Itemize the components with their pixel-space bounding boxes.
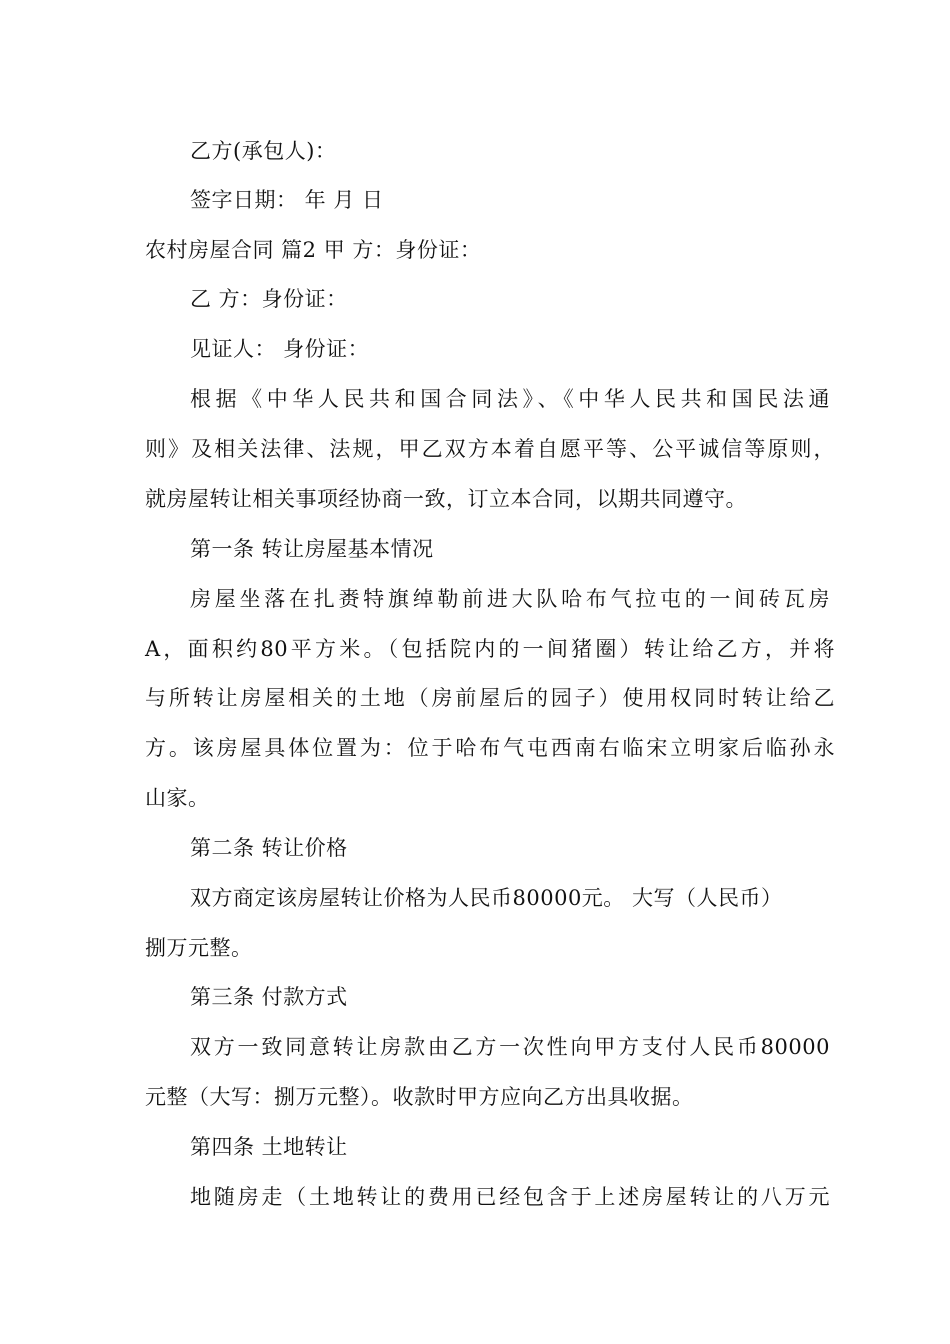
article-2-line-2: 捌万元整。 [145, 936, 253, 960]
contract-title-party-a-line: 农村房屋合同 篇2 甲 方：身份证： [145, 238, 482, 262]
article-3-heading: 第三条 付款方式 [190, 985, 348, 1009]
article-1-line-3: 与所转让房屋相关的土地（房前屋后的园子）使用权同时转让给乙 [145, 686, 835, 710]
article-2-heading: 第二条 转让价格 [190, 836, 348, 860]
article-1-line-2: A，面积约80平方米。（包括院内的一间猪圈）转让给乙方，并将 [145, 637, 835, 661]
witness-line: 见证人： 身份证： [190, 337, 370, 361]
article-4-line-1: 地随房走（土地转让的费用已经包含于上述房屋转让的八万元 [190, 1185, 830, 1209]
article-3-line-1: 双方一致同意转让房款由乙方一次性向甲方支付人民币80000 [190, 1035, 830, 1059]
article-4-heading: 第四条 土地转让 [190, 1135, 348, 1159]
article-1-line-5: 山家。 [145, 786, 210, 810]
preamble-line-3: 就房屋转让相关事项经协商一致，订立本合同，以期共同遵守。 [145, 487, 747, 511]
article-1-line-4: 方。该房屋具体位置为：位于哈布气屯西南右临宋立明家后临孙永 [145, 736, 835, 760]
party-b-id-line: 乙 方：身份证： [190, 287, 348, 311]
article-2-line-1: 双方商定该房屋转让价格为人民币80000元。 大写（人民币） [190, 886, 783, 910]
article-3-line-2: 元整（大写：捌万元整）。收款时甲方应向乙方出具收据。 [145, 1085, 694, 1109]
article-1-heading: 第一条 转让房屋基本情况 [190, 537, 434, 561]
preamble-line-1: 根据《中华人民共和国合同法》、《中华人民共和国民法通 [190, 387, 830, 411]
article-1-line-1: 房屋坐落在扎赉特旗绰勒前进大队哈布气拉屯的一间砖瓦房 [190, 587, 830, 611]
signature-date-line: 签字日期： 年 月 日 [190, 188, 384, 212]
party-b-contractor-line: 乙方(承包人)： [190, 139, 337, 163]
preamble-line-2: 则》及相关法律、法规，甲乙双方本着自愿平等、公平诚信等原则， [145, 437, 835, 461]
